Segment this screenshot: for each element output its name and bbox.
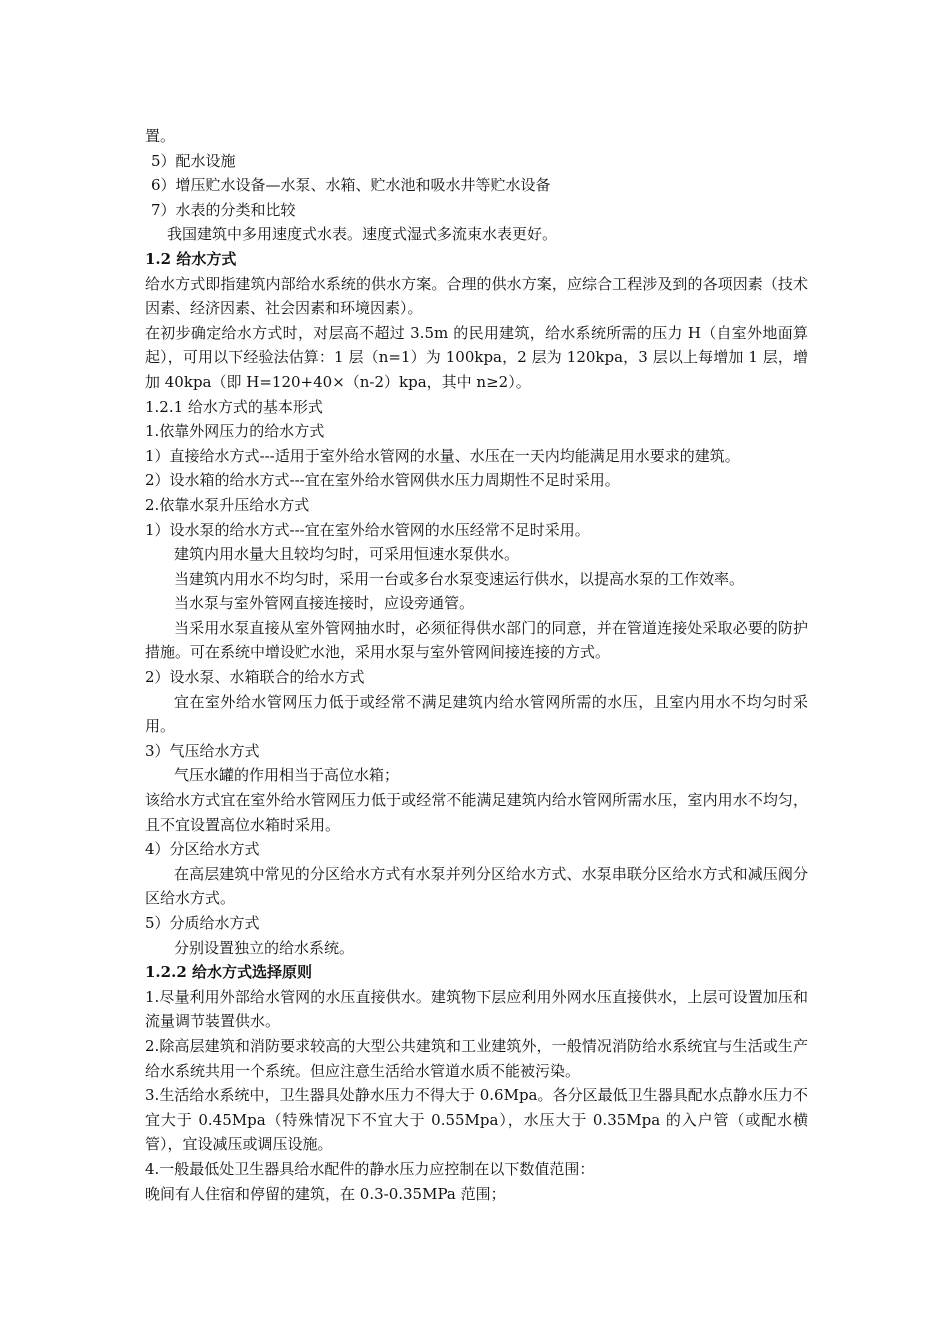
paragraph: 当采用水泵直接从室外管网抽水时，必须征得供水部门的同意，并在管道连接处采取必要的防护措施。可在系统中增设贮水池，采用水泵与室外管网间接连接的方式。 [145, 618, 808, 662]
paragraph: 4.一般最低处卫生器具给水配件的静水压力应控制在以下数值范围： [145, 1159, 595, 1178]
paragraph: 我国建筑中多用速度式水表。速度式湿式多流束水表更好。 [167, 225, 558, 244]
paragraph: 7）水表的分类和比较 [151, 200, 296, 219]
section-heading: 1.2.2 给水方式选择原则 [145, 963, 312, 982]
paragraph: 当水泵与室外管网直接连接时，应设旁通管。 [174, 594, 475, 613]
paragraph: 2.除高层建筑和消防要求较高的大型公共建筑和工业建筑外，一般情况消防给水系统宜与生活或生产给水系统共用一个系统。但应注意生活给水管道水质不能被污染。 [145, 1036, 808, 1080]
document-body [145, 124, 808, 1206]
paragraph: 4）分区给水方式 [145, 840, 260, 859]
paragraph: 1.尽量利用外部给水管网的水压直接供水。建筑物下层应利用外网水压直接供水，上层可设置加压和流量调节装置供水。 [145, 987, 808, 1031]
paragraph: 2）设水泵、水箱联合的给水方式 [145, 668, 365, 687]
paragraph: 当建筑内用水不均匀时，采用一台或多台水泵变速运行供水，以提高水泵的工作效率。 [174, 569, 745, 588]
paragraph: 在高层建筑中常见的分区给水方式有水泵并列分区给水方式、水泵串联分区给水方式和减压阀分区给水方式。 [145, 864, 808, 908]
paragraph: 5）配水设施 [151, 151, 236, 170]
paragraph: 6）增压贮水设备—水泵、水箱、贮水池和吸水井等贮水设备 [151, 176, 551, 195]
paragraph: 3.生活给水系统中，卫生器具处静水压力不得大于 0.6Mpa。各分区最低卫生器具配水点静水压力不宜大于 0.45Mpa（特殊情况下不宜大于 0.55Mpa），水压大于 0.35Mpa 的入户管（或配水横管），宜设减压或调压设施。 [145, 1086, 808, 1154]
section-heading: 1.2 给水方式 [145, 249, 237, 268]
paragraph: 2）设水箱的给水方式---宜在室外给水管网供水压力周期性不足时采用。 [145, 471, 620, 490]
paragraph: 1）设水泵的给水方式---宜在室外给水管网的水压经常不足时采用。 [145, 520, 590, 539]
paragraph: 1.依靠外网压力的给水方式 [145, 422, 325, 441]
paragraph: 给水方式即指建筑内部给水系统的供水方案。合理的供水方案，应综合工程涉及到的各项因素（技术因素、经济因素、社会因素和环境因素）。 [145, 274, 808, 318]
paragraph: 5）分质给水方式 [145, 914, 260, 932]
paragraph: 宜在室外给水管网压力低于或经常不满足建筑内给水管网所需的水压，且室内用水不均匀时采用。 [145, 692, 808, 736]
paragraph: 在初步确定给水方式时，对层高不超过 3.5m 的民用建筑，给水系统所需的压力 H（自室外地面算起），可用以下经验法估算：1 层（n=1）为 100kpa，2 层为 120kpa，3 层以上每增加 1 层，增加 40kpa（即 H=120+40×（n-2）kpa，其中 n≥2）。 [145, 323, 808, 391]
paragraph: 分别设置独立的给水系统。 [174, 938, 355, 957]
paragraph: 该给水方式宜在室外给水管网压力低于或经常不能满足建筑内给水管网所需水压，室内用水不均匀，且不宜设置高位水箱时采用。 [145, 791, 808, 834]
paragraph: 3）气压给水方式 [145, 741, 260, 760]
paragraph: 置。 [145, 127, 176, 145]
paragraph: 建筑内用水量大且较均匀时，可采用恒速水泵供水。 [174, 545, 520, 564]
paragraph: 气压水罐的作用相当于高位水箱； [174, 766, 400, 785]
paragraph: 1.2.1 给水方式的基本形式 [145, 397, 323, 416]
paragraph: 2.依靠水泵升压给水方式 [145, 495, 310, 514]
paragraph: 1）直接给水方式---适用于室外给水管网的水量、水压在一天内均能满足用水要求的建筑。 [145, 446, 740, 465]
paragraph: 晚间有人住宿和停留的建筑，在 0.3-0.35MPa 范围； [145, 1184, 506, 1203]
